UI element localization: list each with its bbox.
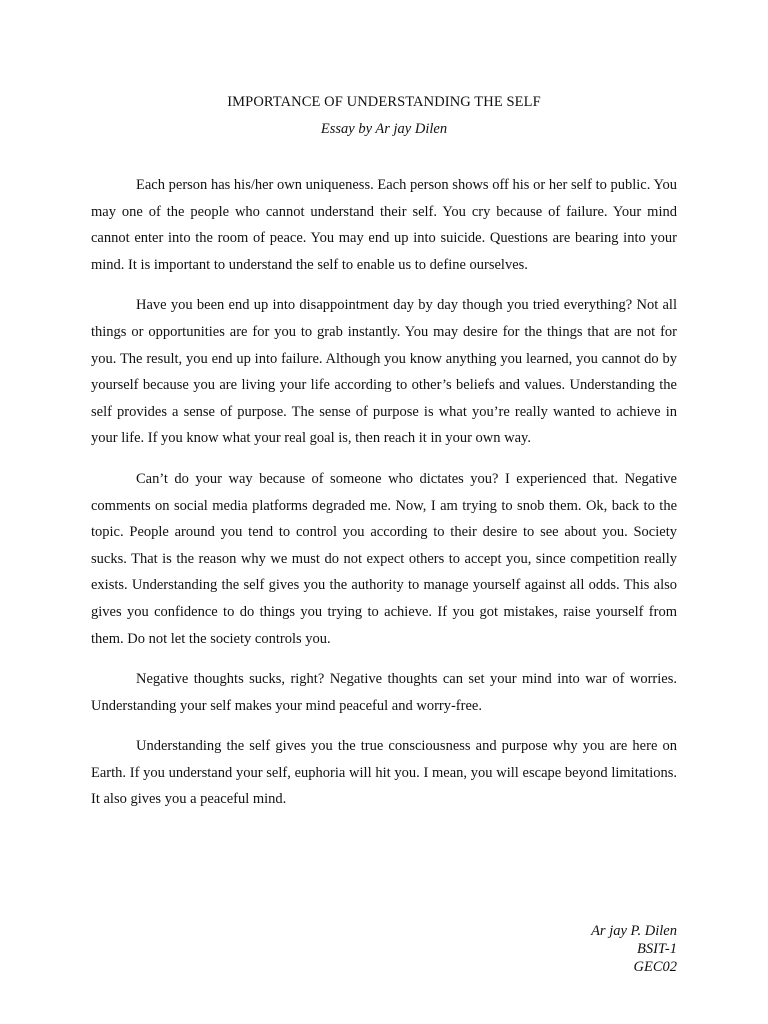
paragraph-5: Understanding the self gives you the true consciousness and purpose why you are here on Earth. If you understand your self, euphoria will hit you. I mean, you will escape beyond limitations. It also gives you a peaceful mind. [91, 738, 677, 808]
essay-title: IMPORTANCE OF UNDERSTANDING THE SELF [227, 94, 541, 110]
paragraph-4: Negative thoughts sucks, right? Negative thoughts can set your mind into war of worries. Understanding your self makes your mind peaceful and worry-free. [91, 671, 677, 714]
essay-byline: Essay by Ar jay Dilen [320, 121, 448, 137]
essay-body [91, 172, 677, 827]
author-subject: GEC02 [633, 959, 677, 975]
paragraph-2: Have you been end up into disappointment day by day though you tried everything? Not all things or opportunities are for you to grab instantly. You may desire for the things that are not for you. The result, you end up into failure. Although you know anything you learned, you cannot do by yourself because you are living your life according to other’s beliefs and values. Understanding the self provides a sense of purpose. The sense of purpose is what you’re really wanted to achieve in your life. If you know what your real goal is, then reach it in your own way. [91, 297, 677, 447]
signature-block [591, 922, 677, 976]
paragraph-3: Can’t do your way because of someone who dictates you? I experienced that. Negative comments on social media platforms degraded me. Now, I am trying to snob them. Ok, back to the topic. People around you tend to control you according to their desire to see about you. Society sucks. That is the reason why we must do not expect others to accept you, since competition really exists. Understanding the self gives you the authority to manage yourself against all odds. This also gives you confidence to do things you trying to achieve. If you got mistakes, raise yourself from them. Do not let the society controls you. [91, 470, 677, 647]
author-course: BSIT-1 [636, 941, 677, 957]
author-name: Ar jay P. Dilen [591, 923, 677, 939]
paragraph-1: Each person has his/her own uniqueness. Each person shows off his or her self to public. You may one of the people who cannot understand their self. You cry because of failure. Your mind cannot enter into the room of peace. You may end up into suicide. Questions are bearing into your mind. It is important to understand the self to enable us to define ourselves. [91, 177, 677, 273]
